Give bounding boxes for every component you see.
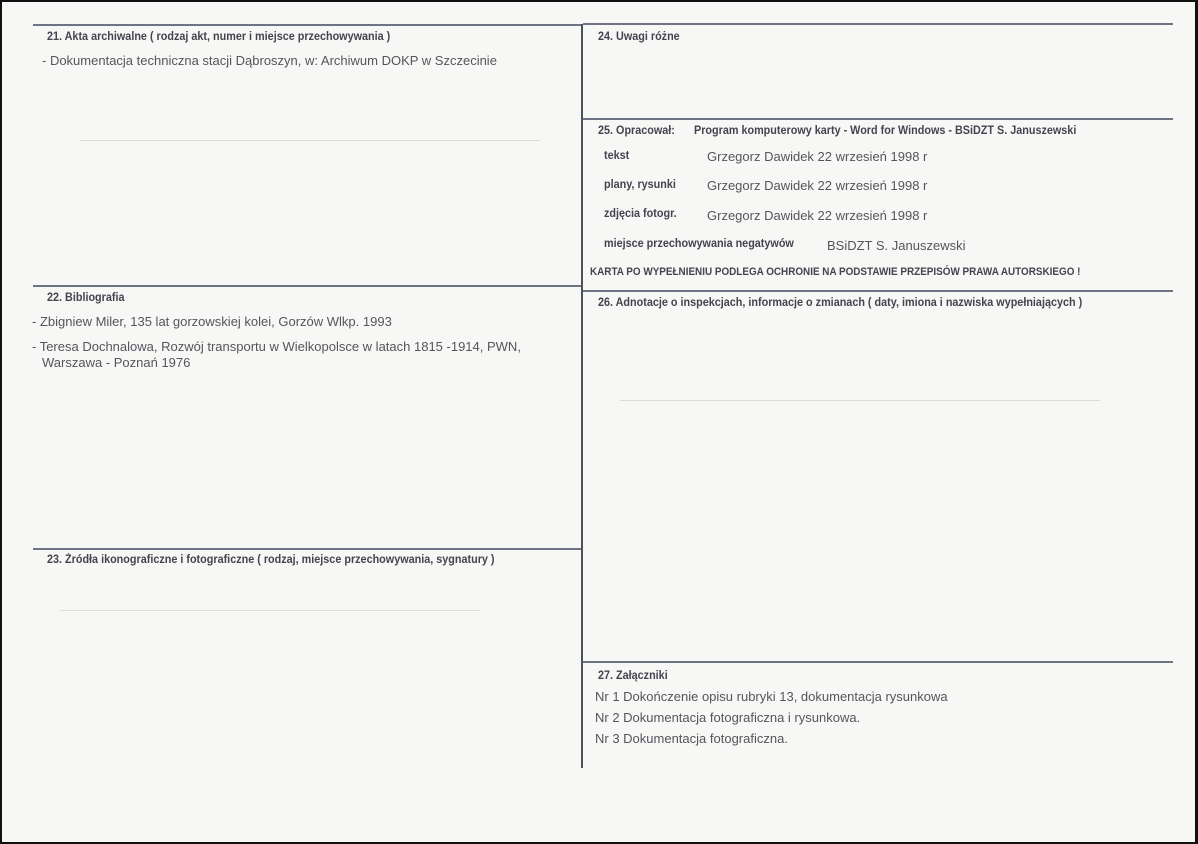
scan-edge-left [0, 0, 2, 844]
sec25-row-label-drawings: plany, rysunki [604, 179, 676, 191]
sec25-heading-label: 25. Opracował: [598, 125, 675, 137]
show-through-line [620, 400, 1100, 401]
sec22-item-1: - Zbigniew Miler, 135 lat gorzowskiej kolei, Gorzów Wlkp. 1993 [32, 314, 392, 329]
rule-top-left [33, 24, 583, 26]
sec25-row-label-text: tekst [604, 150, 630, 162]
sec27-item-2: Nr 2 Dokumentacja fotograficzna i rysunkowa. [595, 710, 861, 725]
sec25-negatives-label: miejsce przechowywania negatywów [604, 238, 794, 250]
sec27-heading: 27. Załączniki [598, 670, 668, 682]
sec24-heading: 24. Uwagi różne [598, 31, 680, 43]
column-divider [581, 24, 583, 768]
sec25-row-value-drawings: Grzegorz Dawidek 22 wrzesień 1998 r [707, 178, 928, 193]
sec25-row-label-photos: zdjęcia fotogr. [604, 208, 677, 220]
sec25-heading-value: Program komputerowy karty - Word for Windows - BSiDZT S. Januszewski [694, 125, 1077, 137]
sec27-item-1: Nr 1 Dokończenie opisu rubryki 13, dokumentacja rysunkowa [595, 689, 948, 704]
sec22-item-2-line-2: Warszawa - Poznań 1976 [42, 355, 191, 370]
rule-sec27-top [583, 661, 1173, 663]
sec27-item-3: Nr 3 Dokumentacja fotograficzna. [595, 731, 788, 746]
sec26-heading: 26. Adnotacje o inspekcjach, informacje o zmianach ( daty, imiona i nazwiska wypełniających ) [598, 297, 1083, 309]
show-through-line [80, 140, 540, 141]
show-through-line [60, 610, 480, 611]
rule-sec25-top [583, 118, 1173, 120]
sec23-heading: 23. Źródła ikonograficzne i fotograficzne ( rodzaj, miejsce przechowywania, sygnatury ) [47, 554, 495, 566]
rule-sec22-top [33, 285, 583, 287]
sec22-item-2-line-1: - Teresa Dochnalowa, Rozwój transportu w Wielkopolsce w latach 1815 -1914, PWN, [32, 339, 521, 354]
rule-top-right [583, 23, 1173, 25]
sec22-heading: 22. Bibliografia [47, 292, 125, 304]
sec25-row-value-text: Grzegorz Dawidek 22 wrzesień 1998 r [707, 149, 928, 164]
sec21-item: - Dokumentacja techniczna stacji Dąbroszyn, w: Archiwum DOKP w Szczecinie [42, 53, 497, 68]
rule-sec23-top [33, 548, 583, 550]
sec25-copyright-notice: KARTA PO WYPEŁNIENIU PODLEGA OCHRONIE NA PODSTAWIE PRZEPISÓW PRAWA AUTORSKIEGO ! [590, 266, 1081, 278]
rule-sec26-top [583, 290, 1173, 292]
sec25-row-value-photos: Grzegorz Dawidek 22 wrzesień 1998 r [707, 208, 928, 223]
sec21-heading: 21. Akta archiwalne ( rodzaj akt, numer i miejsce przechowywania ) [47, 31, 391, 43]
sec25-negatives-value: BSiDZT S. Januszewski [827, 238, 966, 253]
scan-edge-top [0, 0, 1198, 2]
